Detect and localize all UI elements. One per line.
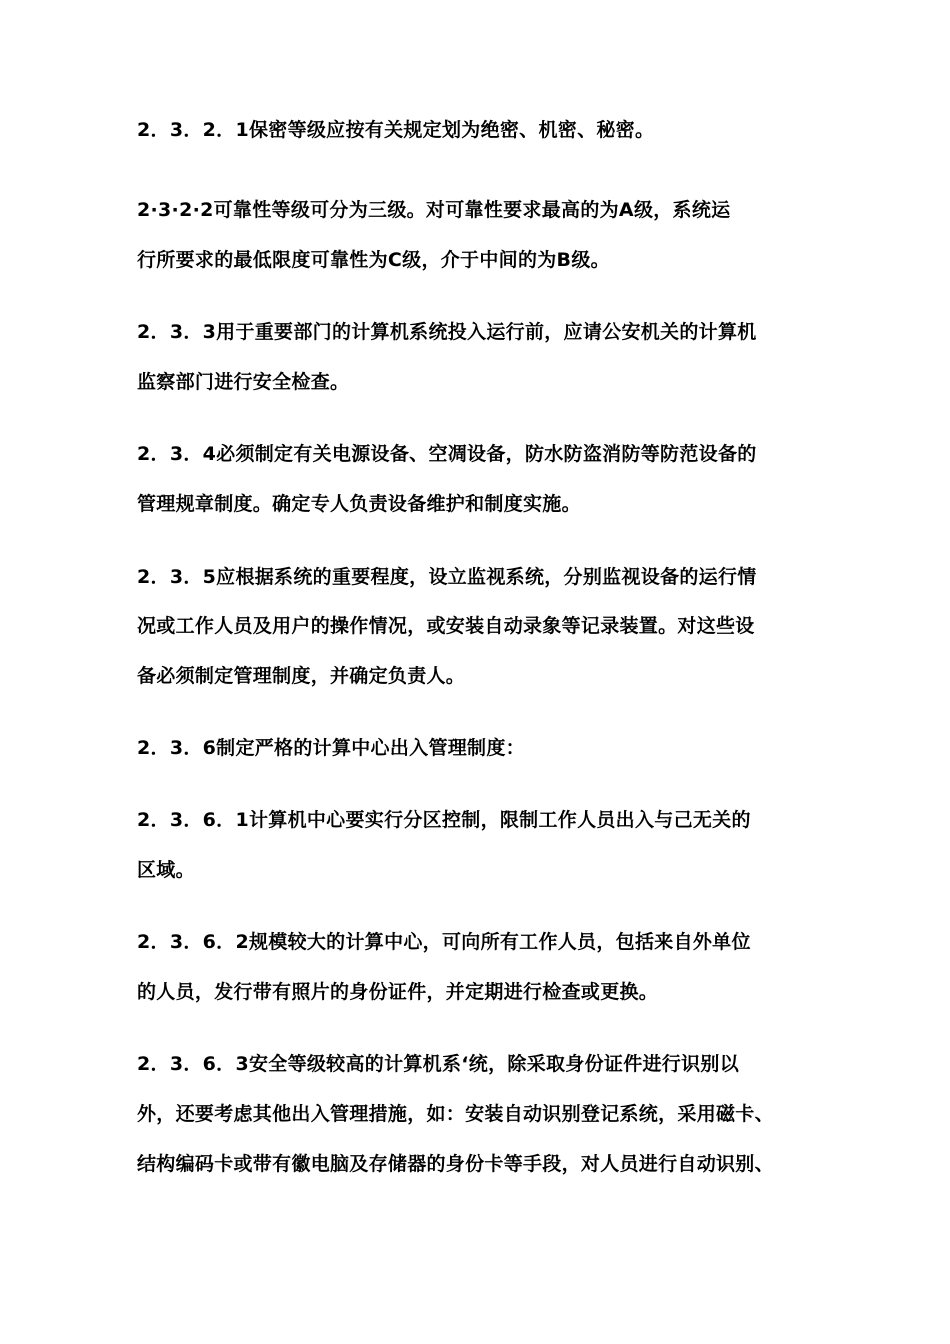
- paragraph-2-3-5-line-3: 备必须制定管理制度，并确定负责人。: [137, 665, 466, 687]
- paragraph-2-3-6-3-line-1: 2．3．6．3安全等级较高的计算机系‘统，除采取身份证件进行识别以: [137, 1053, 739, 1075]
- paragraph-2-3-5-line-2: 况或工作人员及用户的操作情况，或安装自动录象等记录装置。对这些设: [137, 615, 755, 637]
- paragraph-2-3-4-line-2: 管理规章制度。确定专人负责设备维护和制度实施。: [137, 493, 581, 515]
- paragraph-2-3-6-2-line-1: 2．3．6．2规模较大的计算中心，可向所有工作人员，包括来自外单位: [137, 931, 751, 953]
- paragraph-2-3-6-1-line-2: 区域。: [137, 859, 195, 881]
- paragraph-2-3-6-2-line-2: 的人员，发行带有照片的身份证件，并定期进行检查或更换。: [137, 981, 659, 1003]
- paragraph-2-3-2-2-line-2: 行所要求的最低限度可靠性为C级，介于中间的为B级。: [137, 249, 610, 271]
- paragraph-2-3-6-3-line-3: 结构编码卡或带有徽电脑及存储器的身份卡等手段，对人员进行自动识别、: [137, 1153, 774, 1175]
- paragraph-2-3-6-1-line-1: 2．3．6．1计算机中心要实行分区控制，限制工作人员出入与己无关的: [137, 809, 751, 831]
- paragraph-2-3-5-line-1: 2．3．5应根据系统的重要程度，设立监视系统，分别监视设备的运行情: [137, 566, 757, 588]
- paragraph-2-3-3-line-1: 2．3．3用于重要部门的计算机系统投入运行前，应请公安机关的计算机: [137, 321, 757, 343]
- paragraph-2-3-6-3-line-2: 外，还要考虑其他出入管理措施，如：安装自动识别登记系统，采用磁卡、: [137, 1103, 774, 1125]
- paragraph-2-3-3-line-2: 监察部门进行安全检查。: [137, 371, 350, 393]
- paragraph-2-3-2-1-line-1: 2．3．2．1保密等级应按有关规定划为绝密、机密、秘密。: [137, 119, 655, 141]
- paragraph-2-3-6-line-1: 2．3．6制定严格的计算中心出入管理制度：: [137, 737, 525, 759]
- paragraph-2-3-4-line-1: 2．3．4必须制定有关电源设备、空凋设备，防水防盗消防等防范设备的: [137, 443, 757, 465]
- paragraph-2-3-2-2-line-1: 2·3·2·2可靠性等级可分为三级。对可靠性要求最高的为A级，系统运: [137, 199, 731, 221]
